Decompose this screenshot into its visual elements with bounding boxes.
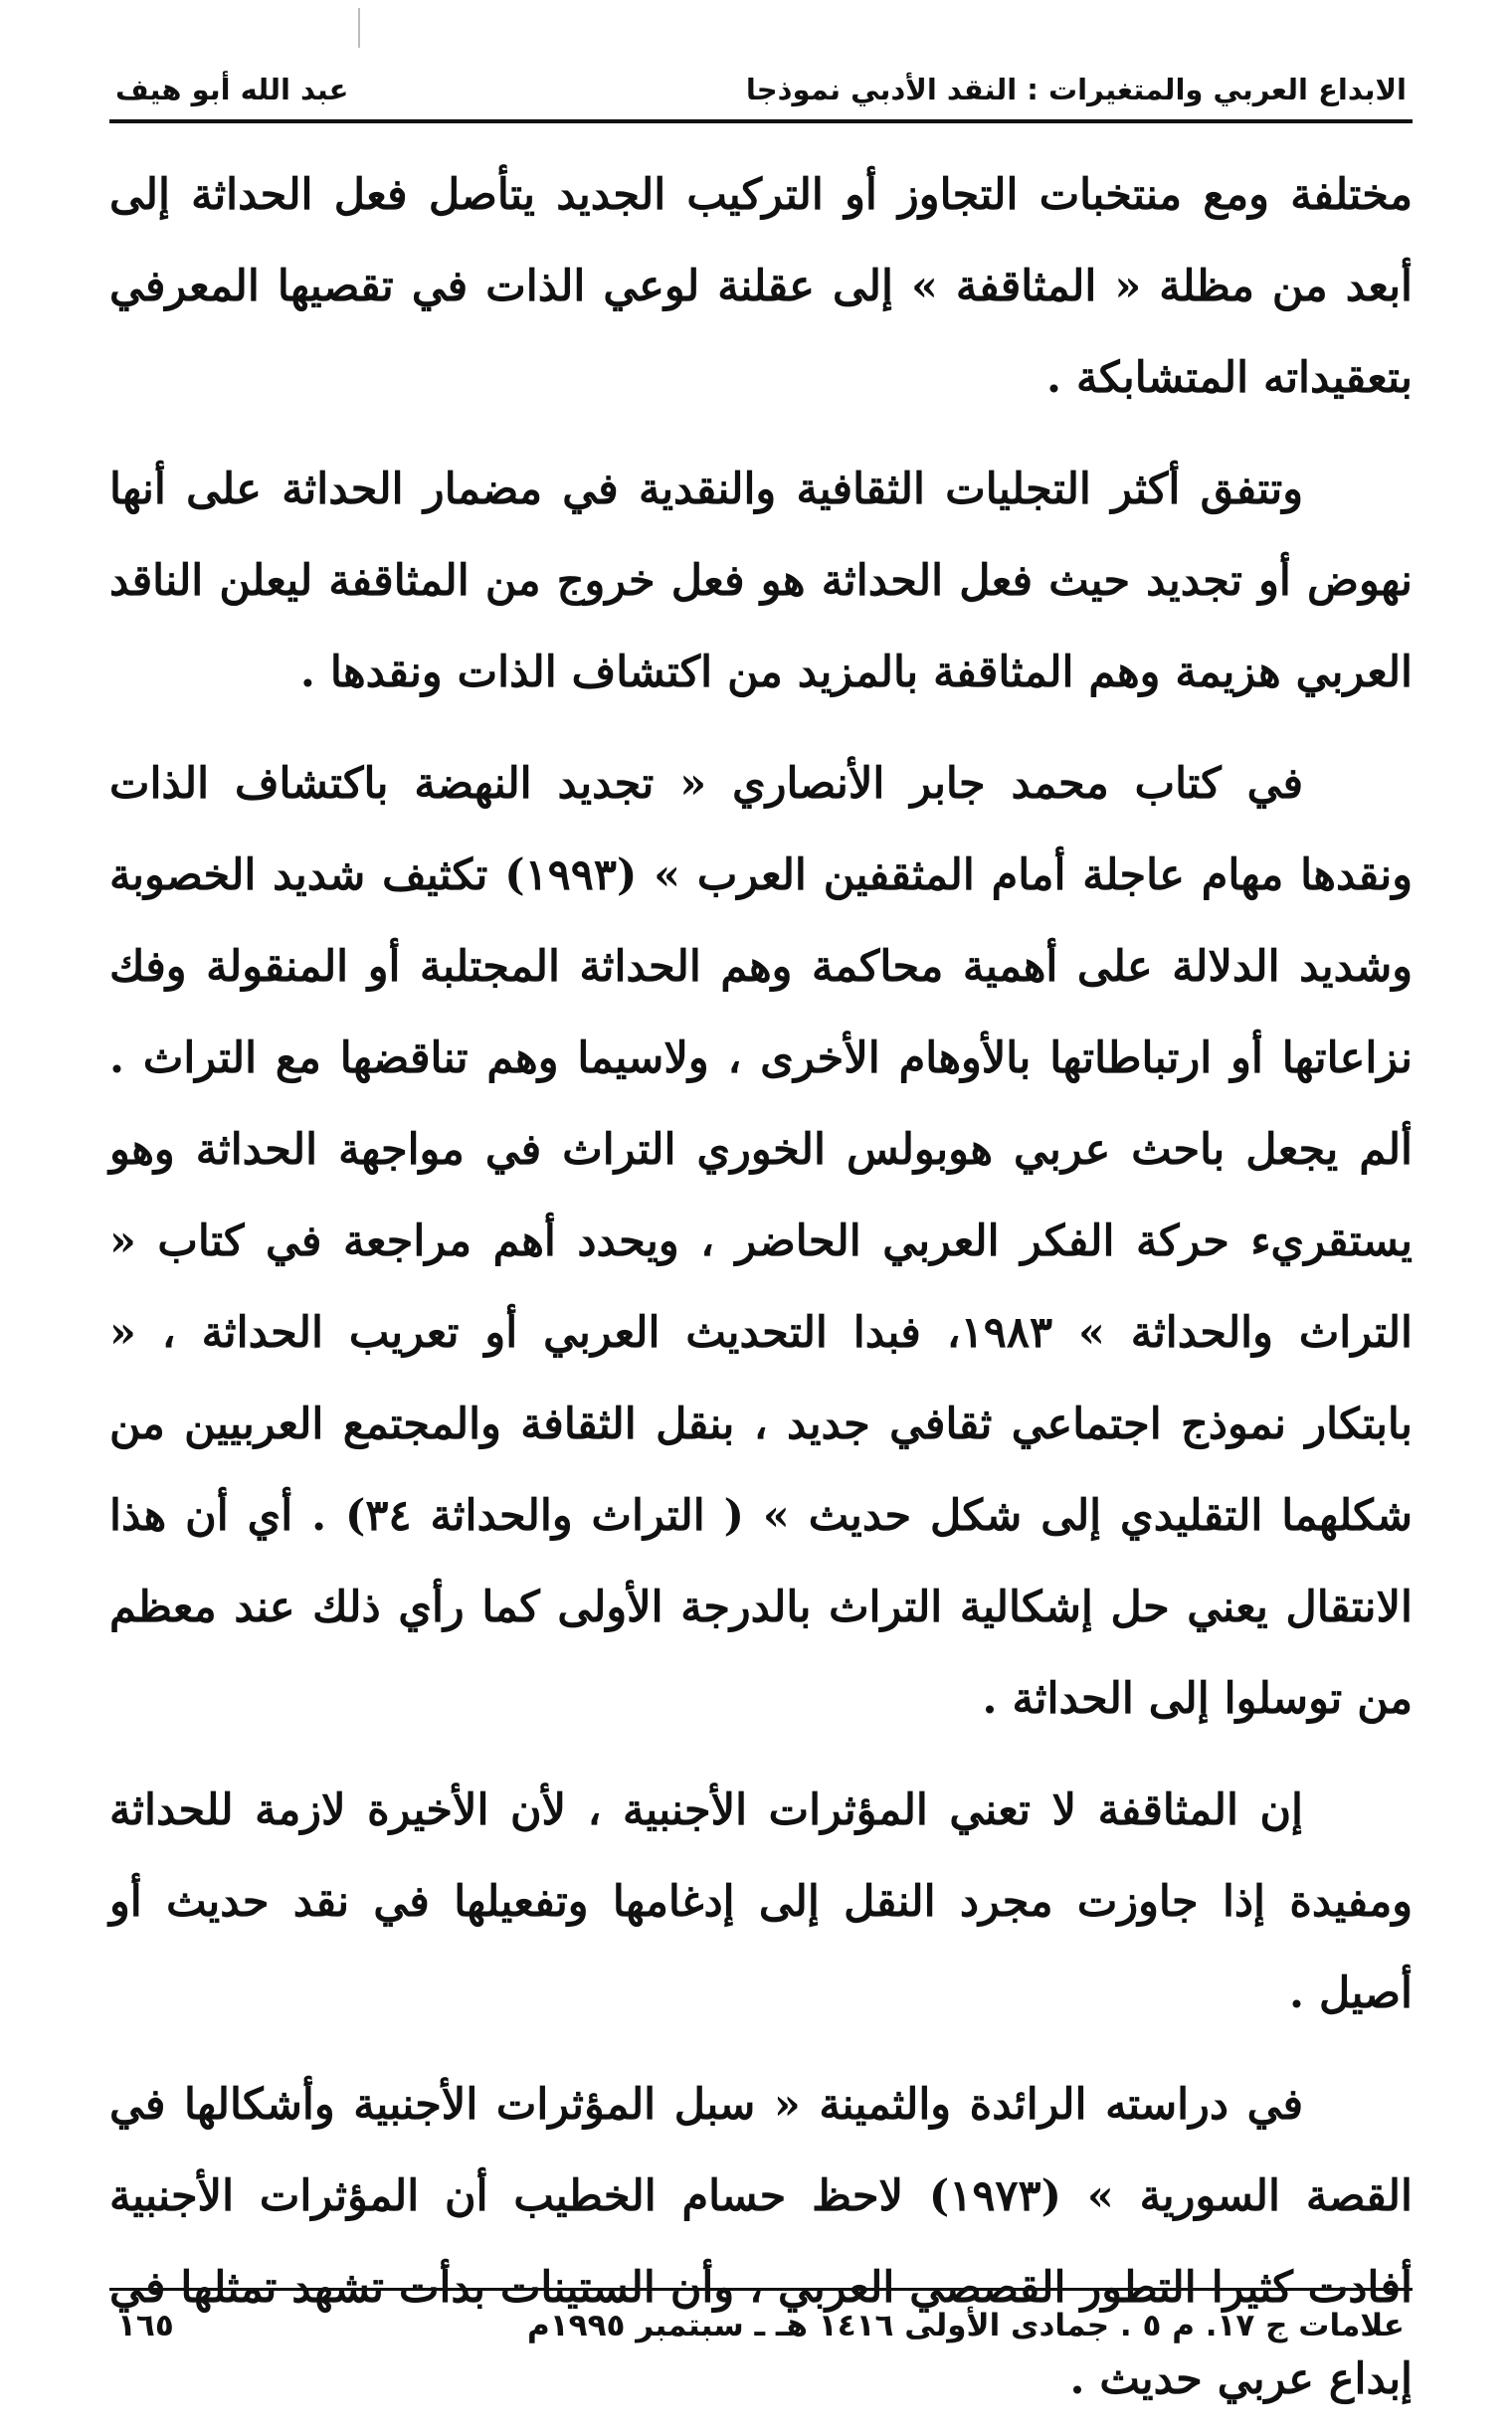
issue-info: علامات ج ١٧. م ٥ . جمادى الأولى ١٤١٦ هـ ـ سبتمبر ١٩٩٥م [527, 2308, 1405, 2343]
paragraph-3: في كتاب محمد جابر الأنصاري « تجديد النهضة باكتشاف الذات ونقدها مهام عاجلة أمام المثقفين العرب » (١٩٩٣) تكثيف شديد الخصوبة وشديد الدلالة على أهمية محاكمة وهم الحداثة المجتلبة أو المنقولة وفك نزاعاتها أو ارتباطاتها بالأوهام الأخرى ، ولاسيما وهم تناقضها مع التراث . ألم يجعل باحث عربي هوبولس الخوري التراث في مواجهة الحداثة وهو يستقريء حركة الفكر العربي الحاضر ، ويحدد أهم مراجعة في كتاب « التراث والحداثة » ١٩٨٣، فبدا التحديث العربي أو تعريب الحداثة ، « بابتكار نموذج اجتماعي ثقافي جديد ، بنقل الثقافة والمجتمع العربيين من شكلهما التقليدي إلى شكل حديث » ( التراث والحداثة ٣٤) . أي أن هذا الانتقال يعني حل إشكالية التراث بالدرجة الأولى كما رأي ذلك عند معظم من توسلوا إلى الحداثة . [109, 759, 1413, 1724]
page-number: ١٦٥ [117, 2308, 174, 2343]
running-author: عبد الله أبو هيف [115, 73, 349, 106]
running-title: الابداع العربي والمتغيرات : النقد الأدبي نموذجا [745, 73, 1407, 106]
running-header [109, 60, 1413, 123]
paragraph-4: إن المثاقفة لا تعني المؤثرات الأجنبية ، لأن الأخيرة لازمة للحداثة ومفيدة إذا جاوزت مجرد النقل إلى إدغامها وتفعيلها في نقد حديث أو أصيل . [109, 1785, 1413, 2018]
body-text [109, 149, 1413, 2425]
scan-artifact [358, 8, 360, 48]
paragraph-5: في دراسته الرائدة والثمينة « سبل المؤثرات الأجنبية وأشكالها في القصة السورية » (١٩٧٣) لاحظ حسام الخطيب أن المؤثرات الأجنبية أفادت كثيرا التطور القصصي العربي ، وأن الستينات بدأت تشهد تمثلها في إبداع عربي حديث . [109, 2080, 1413, 2404]
page-footer [109, 2288, 1413, 2360]
document-page [109, 60, 1413, 2404]
paragraph-1: مختلفة ومع منتخبات التجاوز أو التركيب الجديد يتأصل فعل الحداثة إلى أبعد من مظلة « المثاقفة » إلى عقلنة لوعي الذات في تقصيها المعرفي بتعقيداته المتشابكة . [109, 170, 1413, 403]
paragraph-2: وتتفق أكثر التجليات الثقافية والنقدية في مضمار الحداثة على أنها نهوض أو تجديد حيث فعل الحداثة هو فعل خروج من المثاقفة ليعلن الناقد العربي هزيمة وهم المثاقفة بالمزيد من اكتشاف الذات ونقدها . [109, 465, 1413, 697]
